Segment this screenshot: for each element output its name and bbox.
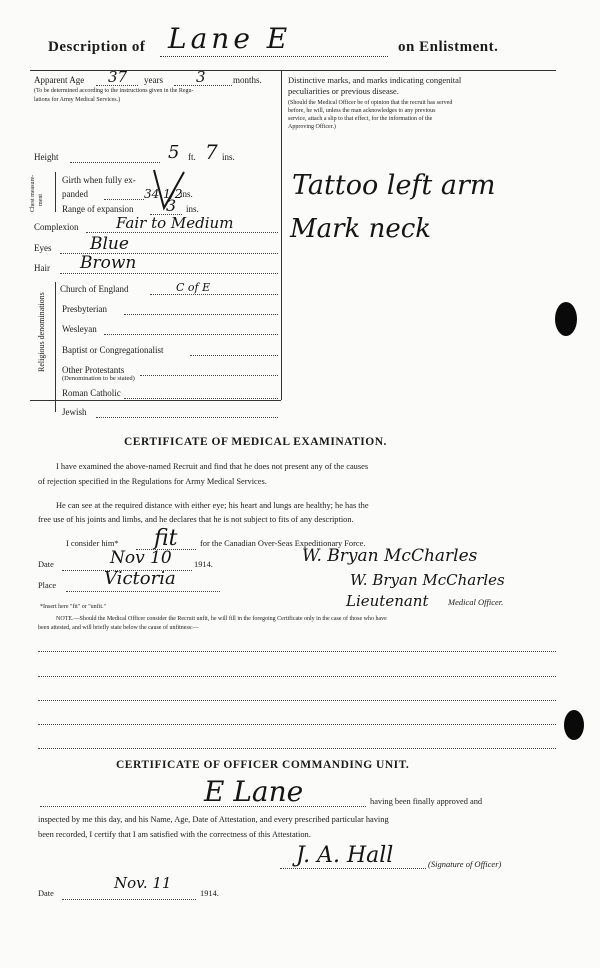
- marks-note-2: before, he will, unless the man acknowledges to any previous: [288, 108, 436, 114]
- officer-line1-suffix: having been finally approved and: [370, 797, 483, 806]
- girth-unit: ins.: [180, 189, 193, 199]
- religion-other-protestants: Other Protestants: [62, 365, 125, 375]
- age-note-1: (To be determined according to the instructions given in the Regu-: [34, 88, 194, 94]
- religion-value: C of E: [176, 281, 211, 294]
- unfitness-cause-line-3: [38, 700, 556, 701]
- medical-para2-line2: free use of his joints and limbs, and he declares that he is not subject to fits of any description.: [38, 515, 354, 524]
- height-ins-value: 7: [205, 140, 218, 164]
- chest-measurement-label: Chest measure-: [30, 174, 36, 212]
- religion-presbyterian: Presbyterian: [62, 304, 107, 314]
- religions-label: Religious denominations: [37, 292, 46, 372]
- title-underline: [160, 56, 388, 57]
- consider-suffix: for the Canadian Over-Seas Expeditionary Force.: [200, 539, 366, 548]
- officer-date-year: 1914.: [200, 889, 219, 898]
- unfitness-cause-line-1: [38, 651, 556, 652]
- years-label: years: [144, 75, 163, 85]
- hair-label: Hair: [34, 263, 50, 273]
- religion-roman-catholic: Roman Catholic: [62, 388, 121, 398]
- religion-denomination-note: (Denomination to be stated): [62, 375, 135, 382]
- distinctive-mark-1: Tattoo left arm: [292, 170, 496, 201]
- range-unit: ins.: [186, 204, 199, 214]
- section-rule: [30, 400, 281, 401]
- medical-date-year: 1914.: [194, 560, 213, 569]
- hair-value: Brown: [80, 253, 137, 273]
- age-years-value: 37: [108, 68, 128, 86]
- girth-value: 34 1/2: [144, 187, 183, 201]
- officer-date-value: Nov. 11: [114, 874, 172, 892]
- medical-date-label: Date: [38, 560, 54, 569]
- insert-fit-footnote: *Insert here "fit" or "unfit.": [40, 604, 106, 610]
- fitness-value: fit: [154, 526, 178, 551]
- officer-cert-title: CERTIFICATE OF OFFICER COMMANDING UNIT.: [116, 759, 410, 771]
- medical-para1-line1: I have examined the above-named Recruit and find that he does not present any of the causes: [56, 462, 369, 471]
- column-divider: [281, 70, 282, 400]
- ins-label: ins.: [222, 152, 235, 162]
- title-suffix: on Enlistment.: [398, 39, 499, 55]
- marks-heading-1: Distinctive marks, and marks indicating congenital: [288, 75, 462, 85]
- unfitness-cause-line-4: [38, 724, 556, 725]
- medical-para1-line2: of rejection specified in the Regulations for Army Medical Services.: [38, 477, 267, 486]
- title-prefix: Description of: [48, 39, 146, 55]
- religion-church-of-england: Church of England: [60, 284, 129, 294]
- girth-label: Girth when fully ex-: [62, 175, 136, 185]
- unfitness-cause-line-5: [38, 748, 556, 749]
- consider-prefix: I consider him*: [66, 539, 119, 548]
- months-label: months.: [233, 75, 262, 85]
- apparent-age-label: Apparent Age: [34, 75, 85, 85]
- chest-check-mark: [150, 166, 190, 216]
- medical-para2-line1: He can see at the required distance with either eye; his heart and lungs are healthy; he has the: [56, 501, 369, 510]
- medical-note-line2: been attested, and will briefly state below the cause of unfitness:—: [38, 625, 199, 631]
- officer-date-label: Date: [38, 889, 54, 898]
- complexion-value: Fair to Medium: [116, 214, 234, 232]
- religion-wesleyan: Wesleyan: [62, 324, 97, 334]
- medical-officer-label: Medical Officer.: [448, 597, 504, 607]
- officer-line3: been recorded, I certify that I am satisfied with the correctness of this Attestation.: [38, 830, 311, 839]
- distinctive-mark-2: Mark neck: [290, 214, 432, 244]
- recruit-signature: E Lane: [204, 775, 304, 808]
- officer-signature: J. A. Hall: [296, 843, 394, 868]
- punch-hole-bottom: [564, 710, 584, 740]
- eyes-value: Blue: [90, 234, 129, 254]
- range-value: 3: [166, 196, 177, 215]
- complexion-label: Complexion: [34, 222, 79, 232]
- marks-note-1: (Should the Medical Officer be of opinion that the recruit has served: [288, 100, 453, 106]
- medical-date-value: Nov 10: [110, 548, 172, 568]
- girth-label-2: panded: [62, 189, 88, 199]
- medical-place-label: Place: [38, 581, 57, 590]
- age-note-2: lations for Army Medical Services.): [34, 97, 121, 103]
- marks-note-4: Approving Officer.): [288, 124, 336, 130]
- unfitness-cause-line-2: [38, 676, 556, 677]
- range-label: Range of expansion: [62, 204, 134, 214]
- medical-officer-signature-3: Lieutenant: [346, 592, 429, 610]
- medical-officer-signature-2: W. Bryan McCharles: [350, 571, 505, 589]
- marks-heading-2: peculiarities or previous disease.: [288, 86, 399, 96]
- officer-signature-label: (Signature of Officer): [428, 859, 502, 869]
- religion-jewish: Jewish: [62, 407, 87, 417]
- medical-officer-signature-1: W. Bryan McCharles: [302, 546, 478, 566]
- medical-cert-title: CERTIFICATE OF MEDICAL EXAMINATION.: [124, 436, 387, 448]
- religion-baptist: Baptist or Congregationalist: [62, 345, 164, 355]
- eyes-label: Eyes: [34, 243, 52, 253]
- height-ft-value: 5: [168, 142, 180, 163]
- punch-hole-top: [555, 302, 577, 336]
- medical-note-line1: NOTE.—Should the Medical Officer consider the Recruit unfit, he will fill in the foregoing Certificate only in the case of those who have: [56, 616, 387, 622]
- enlistee-name: Lane E: [168, 22, 292, 55]
- age-months-value: 3: [196, 68, 206, 86]
- height-label: Height: [34, 152, 59, 162]
- ft-label: ft.: [188, 152, 196, 162]
- medical-place-value: Victoria: [104, 568, 176, 589]
- chest-measurement-label-2: ment: [38, 194, 44, 206]
- officer-line2: inspected by me this day, and his Name, Age, Date of Attestation, and every prescribed particular having: [38, 815, 389, 824]
- marks-note-3: service, attach a slip to that effect, for the information of the: [288, 116, 433, 122]
